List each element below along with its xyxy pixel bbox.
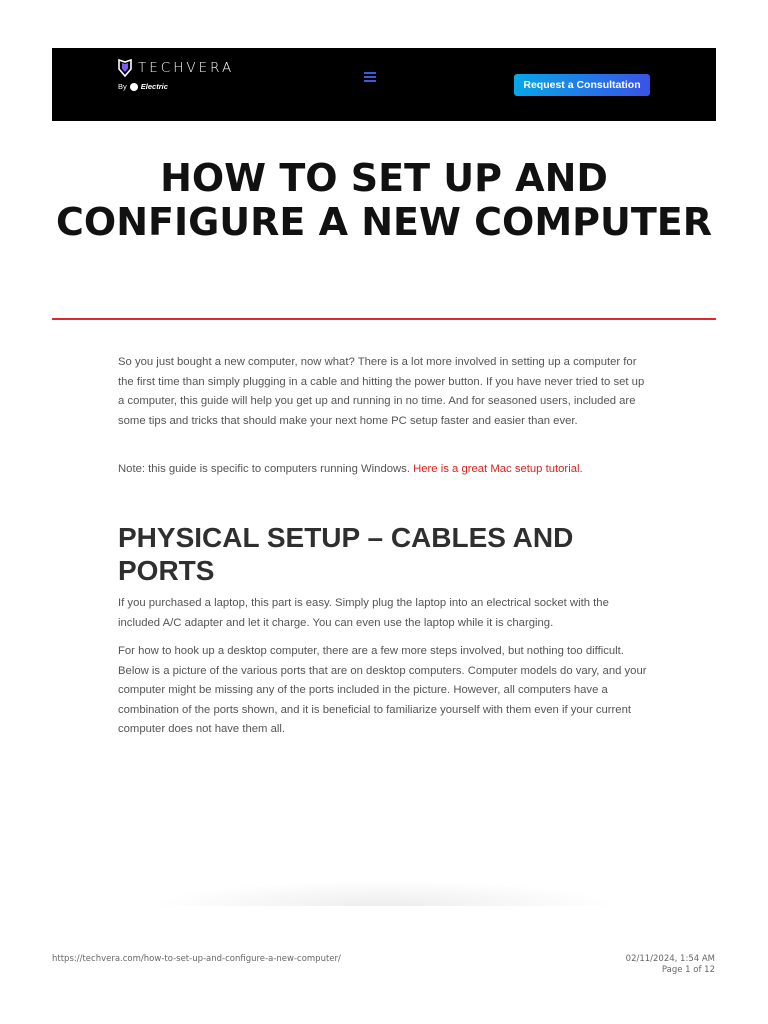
site-header (52, 48, 716, 121)
electric-bolt-icon (130, 83, 138, 91)
logo-brand-text: Electric (140, 82, 168, 91)
laptop-paragraph: If you purchased a laptop, this part is easy. Simply plug the laptop into an electrical socket with the included A/C adapter and let it charge. You can even use the laptop while it is charging. (118, 597, 609, 629)
hamburger-menu-icon[interactable] (364, 72, 376, 82)
techvera-logo[interactable] (118, 59, 248, 99)
shield-logo-icon (118, 59, 132, 77)
footer-datetime: 02/11/2024, 1:54 AM (625, 954, 715, 964)
title-divider (52, 318, 716, 320)
note-text: Note: this guide is specific to computers running Windows. (118, 463, 414, 475)
footer-meta (626, 954, 715, 976)
page-title: HOW TO SET UP AND CONFIGURE A NEW COMPUTER (56, 156, 712, 244)
footer-page-number: Page 1 of 12 (661, 965, 715, 975)
note-paragraph (118, 460, 650, 480)
footer-url: https://techvera.com/how-to-set-up-and-configure-a-new-computer/ (52, 954, 341, 964)
section-heading: PHYSICAL SETUP – CABLES AND PORTS (118, 522, 574, 586)
request-consultation-button[interactable]: Request a Consultation (514, 74, 650, 96)
logo-by-text: By (118, 82, 127, 91)
intro-paragraph: So you just bought a new computer, now what? There is a lot more involved in setting up a computer for the first time than simply plugging in a cable and hitting the power button. If you have never tried to set up a computer, this guide will help you get up and running in no time. And for seasoned users, included are some tips and tricks that should make your next home PC setup faster and easier than ever. (118, 356, 645, 427)
mac-setup-tutorial-link[interactable]: Here is a great Mac setup tutorial (413, 463, 580, 475)
desktop-paragraph: For how to hook up a desktop computer, there are a few more steps involved, but nothing too difficult. Below is a picture of the various ports that are on desktop computers. Computer models do vary, and your computer might be missing any of the ports included in the picture. However, all computers have a combination of the ports shown, and it is beneficial to familiarize yourself with them even if your current computer does not have them all. (118, 645, 647, 735)
logo-byline (118, 82, 168, 91)
logo-wordmark: TECHVERA (138, 60, 235, 76)
note-period: . (579, 463, 583, 475)
image-placeholder-shadow (150, 880, 620, 906)
